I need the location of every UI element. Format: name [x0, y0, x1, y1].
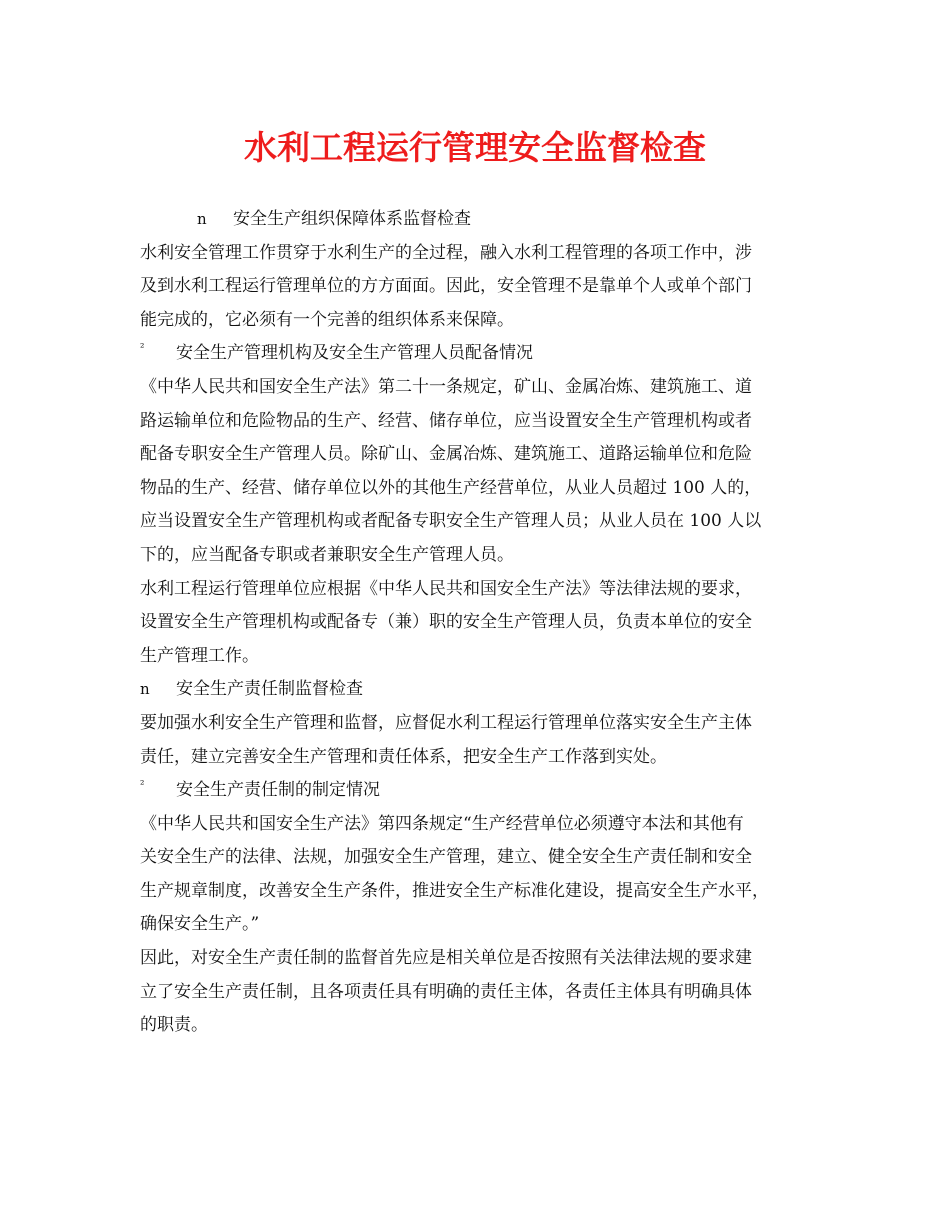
heading-text: 安全生产责任制的制定情况 [176, 780, 380, 801]
paragraph-line: 能完成的，它必须有一个完善的组织体系来保障。 [140, 309, 514, 330]
paragraph-line: 应当设置安全生产管理机构或者配备专职安全生产管理人员；从业人员在 100 人以 [140, 511, 762, 532]
paragraph-line: 水利安全管理工作贯穿于水利生产的全过程，融入水利工程管理的各项工作中，涉 [140, 242, 752, 263]
bullet-marker: n [197, 210, 207, 228]
bullet-marker: ² [140, 778, 145, 792]
paragraph-line: 责任，建立完善安全生产管理和责任体系，把安全生产工作落到实处。 [140, 746, 667, 767]
paragraph-line: 物品的生产、经营、储存单位以外的其他生产经营单位，从业人员超过 100 人的， [140, 477, 762, 498]
section-heading [140, 337, 820, 371]
heading-text: 安全生产管理机构及安全生产管理人员配备情况 [176, 343, 533, 364]
paragraph-line: 《中华人民共和国安全生产法》第四条规定“生产经营单位必须遵守本法和其他有 [140, 813, 744, 834]
paragraph-line: 的职责。 [140, 1015, 208, 1036]
document-title: 水利工程运行管理安全监督检查 [244, 128, 706, 167]
bullet-marker: n [140, 680, 150, 699]
paragraph-line: 水利工程运行管理单位应根据《中华人民共和国安全生产法》等法律法规的要求， [140, 578, 752, 599]
paragraph-line: 确保安全生产。” [140, 914, 260, 935]
heading-text: 安全生产组织保障体系监督检查 [233, 209, 471, 229]
paragraph-line: 路运输单位和危险物品的生产、经营、储存单位，应当设置安全生产管理机构或者 [140, 410, 752, 431]
paragraph-line: 及到水利工程运行管理单位的方方面面。因此，安全管理不是靠单个人或单个部门 [140, 276, 752, 297]
paragraph-line: 生产管理工作。 [140, 645, 259, 666]
paragraph-line: 配备专职安全生产管理人员。除矿山、金属冶炼、建筑施工、道路运输单位和危险 [140, 444, 752, 465]
paragraph-line: 关安全生产的法律、法规，加强安全生产管理，建立、健全安全生产责任制和安全 [140, 847, 752, 868]
paragraph-line: 下的，应当配备专职或者兼职安全生产管理人员。 [140, 544, 514, 565]
section-heading [140, 203, 820, 237]
paragraph-line: 要加强水利安全生产管理和监督，应督促水利工程运行管理单位落实安全生产主体 [140, 712, 752, 733]
heading-text: 安全生产责任制监督检查 [176, 679, 363, 700]
paragraph-line: 生产规章制度，改善安全生产条件，推进安全生产标准化建设，提高安全生产水平， [140, 880, 769, 901]
section-heading [140, 673, 820, 707]
bullet-marker: ² [140, 341, 145, 355]
document-body [140, 203, 820, 1043]
paragraph-line: 立了安全生产责任制，且各项责任具有明确的责任主体，各责任主体具有明确具体 [140, 981, 752, 1002]
paragraph-line: 设置安全生产管理机构或配备专（兼）职的安全生产管理人员，负责本单位的安全 [140, 612, 752, 633]
section-heading [140, 774, 820, 808]
paragraph-line: 因此，对安全生产责任制的监督首先应是相关单位是否按照有关法律法规的要求建 [140, 948, 752, 969]
paragraph-line: 《中华人民共和国安全生产法》第二十一条规定，矿山、金属冶炼、建筑施工、道 [140, 376, 752, 397]
